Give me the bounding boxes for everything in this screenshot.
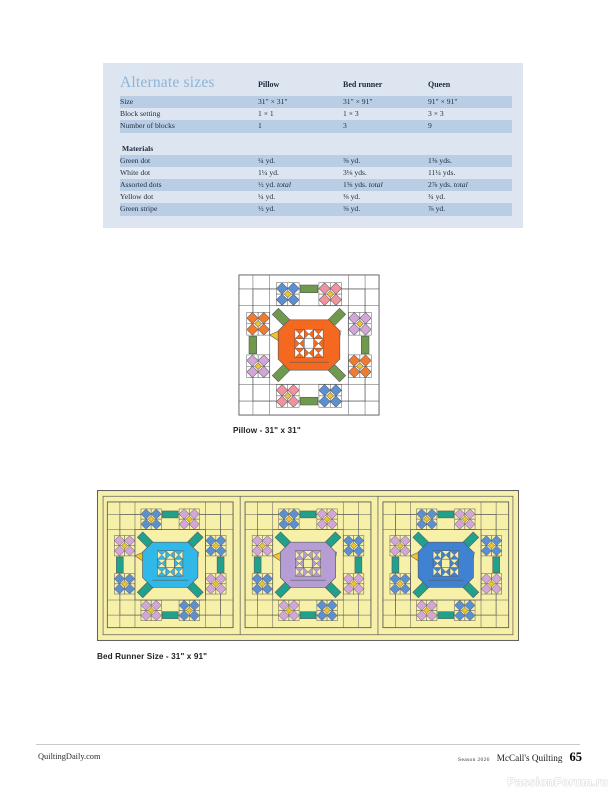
pillow-quilt-svg	[232, 272, 386, 418]
header-bed-runner: Bed runner	[343, 80, 383, 89]
pillow-quilt-diagram	[232, 272, 386, 418]
table-row	[120, 203, 512, 215]
cell-value: 1⅝ yds.	[343, 180, 367, 190]
table-row	[120, 191, 512, 203]
row-label: Block setting	[120, 109, 161, 119]
cell-queen: 11¼ yds.	[428, 167, 456, 177]
table-row	[120, 108, 512, 120]
row-label: Green stripe	[120, 203, 258, 215]
cell-note: total	[368, 180, 383, 190]
table-row	[120, 96, 512, 108]
cell-pillow: ¼ yd.	[258, 155, 343, 167]
pillow-caption: Pillow - 31" x 31"	[233, 426, 301, 435]
cell-runner	[343, 179, 428, 191]
cell-queen: 1⅜ yds.	[428, 155, 512, 167]
cell-pillow: 31" × 31"	[258, 96, 343, 108]
cell-note: total	[277, 180, 291, 190]
table-header-row	[120, 75, 512, 96]
cell-pillow: 1 × 1	[258, 109, 274, 119]
cell-pillow	[258, 179, 343, 191]
row-label: Number of blocks	[120, 120, 258, 132]
cell-runner: 1 × 3	[343, 109, 359, 119]
footer-page-number: 65	[569, 750, 582, 764]
bed-runner-quilt-diagram	[96, 489, 520, 642]
footer-divider	[36, 744, 580, 745]
cell-queen: ⅞ yd.	[428, 203, 512, 215]
row-label: Green dot	[120, 155, 258, 167]
watermark: PassionForum.ru	[507, 777, 608, 789]
header-pillow: Pillow	[258, 80, 280, 89]
cell-runner: ⅜ yd.	[343, 192, 361, 202]
footer-brand: McCall's Quilting	[496, 753, 563, 763]
cell-value: 2⅞ yds.	[428, 180, 452, 190]
alternate-sizes-table	[120, 75, 512, 216]
cell-runner: 31" × 91"	[343, 96, 428, 108]
footer-site-link[interactable]: QuiltingDaily.com	[38, 752, 101, 761]
cell-runner: ⅝ yd.	[343, 203, 428, 215]
alternate-sizes-panel	[103, 63, 523, 228]
cell-queen: ¾ yd.	[428, 192, 446, 202]
footer-issue-info	[458, 750, 582, 765]
row-label: Size	[120, 96, 258, 108]
cell-queen	[428, 179, 512, 191]
cell-note: total	[453, 180, 468, 190]
table-row	[120, 155, 512, 167]
cell-runner: 3⅛ yds.	[343, 167, 367, 177]
cell-runner: ⅝ yd.	[343, 155, 428, 167]
cell-runner: 3	[343, 120, 428, 132]
cell-pillow: 1¼ yd.	[258, 167, 279, 177]
row-label: Assorted dots	[120, 179, 258, 191]
table-row	[120, 179, 512, 191]
panel-title: Alternate sizes	[120, 74, 215, 91]
table-spacer-row	[120, 133, 512, 142]
materials-heading: Materials	[122, 143, 154, 153]
table-row	[120, 120, 512, 132]
header-queen: Queen	[428, 80, 451, 89]
cell-queen: 3 × 3	[428, 109, 444, 119]
row-label: Yellow dot	[120, 192, 154, 202]
header-spacer	[120, 75, 258, 96]
cell-pillow: ½ yd.	[258, 203, 343, 215]
cell-value: ½ yd.	[258, 180, 276, 190]
bed-runner-caption: Bed Runner Size - 31" x 91"	[97, 652, 208, 661]
cell-pillow: ¼ yd.	[258, 192, 276, 202]
cell-queen: 91" × 91"	[428, 96, 512, 108]
materials-heading-row	[120, 142, 512, 155]
row-label: White dot	[120, 167, 151, 177]
cell-pillow: 1	[258, 120, 343, 132]
table-row	[120, 167, 512, 179]
cell-queen: 9	[428, 120, 512, 132]
bed-runner-quilt-svg	[96, 489, 520, 642]
footer-season: Season 2026	[458, 757, 490, 763]
